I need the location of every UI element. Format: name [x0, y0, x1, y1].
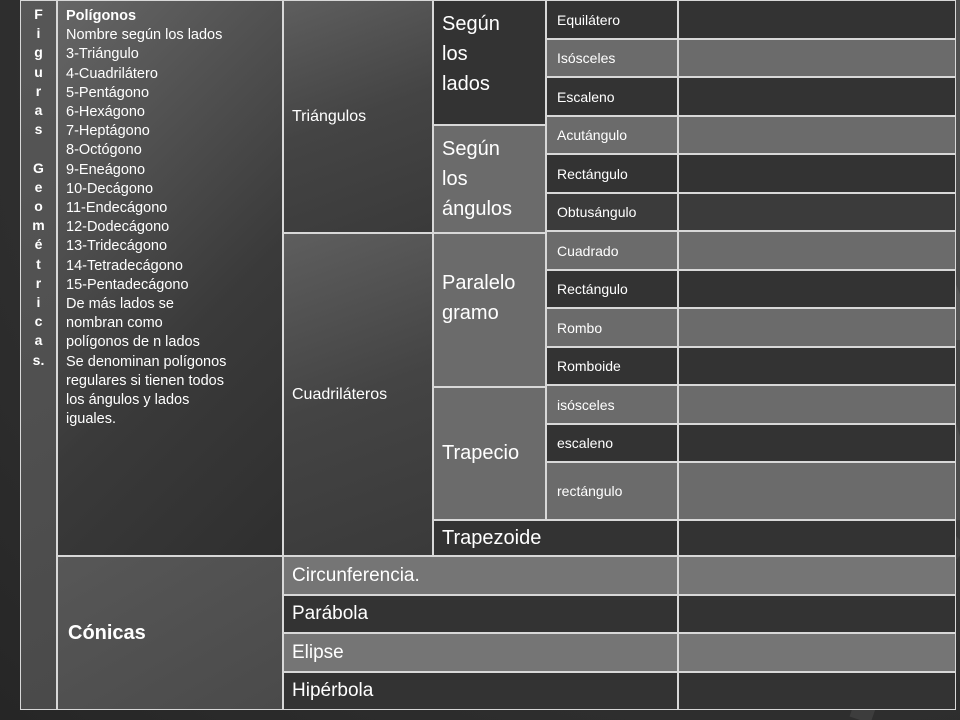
triangulos-cell	[283, 0, 433, 233]
conica-label: Hipérbola	[292, 680, 374, 701]
empty-cell	[678, 308, 956, 347]
subtype-label: Rectángulo	[557, 281, 628, 297]
subtype-cell	[546, 39, 678, 77]
empty-cell	[678, 154, 956, 193]
subtype-cell	[546, 424, 678, 462]
paralelogramo-cell	[433, 233, 546, 387]
poligonos-line: 9-Eneágono	[66, 161, 146, 178]
subtype-label: rectángulo	[557, 483, 623, 499]
empty-cell	[678, 116, 956, 154]
trapezoide-label: Trapezoide	[442, 526, 542, 549]
poligonos-line: 8-Octógono	[66, 142, 142, 159]
empty-cell	[678, 633, 956, 672]
conica-label: Parábola	[292, 603, 369, 624]
subtype-cell	[546, 462, 678, 520]
empty-cell	[678, 231, 956, 270]
empty-cell	[678, 424, 956, 462]
poligonos-line: 5-Pentágono	[66, 84, 150, 101]
empty-cell	[678, 39, 956, 77]
segun-angulos-label-3: ángulos	[442, 198, 513, 220]
poligonos-line: De más lados se	[66, 296, 174, 313]
poligonos-line: 12-Dodecágono	[66, 219, 170, 236]
conica-cell	[283, 595, 678, 633]
segun-lados-cell	[433, 0, 546, 125]
poligonos-line: regulares si tienen todos	[66, 372, 224, 389]
poligonos-description	[57, 0, 283, 556]
trapezoide-cell	[433, 520, 678, 556]
empty-cell	[678, 270, 956, 308]
subtype-label: Escaleno	[557, 88, 615, 105]
vertical-title-letter: é	[34, 236, 43, 253]
vertical-title-letter: g	[34, 44, 43, 61]
poligonos-line: Nombre según los lados	[66, 27, 223, 44]
empty-cell	[678, 462, 956, 520]
vertical-title-letter: e	[34, 178, 43, 195]
subtype-label: Rombo	[557, 319, 603, 336]
poligonos-line: 4-Cuadrilátero	[66, 65, 158, 82]
poligonos-line: 6-Hexágono	[66, 104, 145, 121]
vertical-title-letter: i	[36, 294, 41, 311]
subtype-cell	[546, 347, 678, 385]
vertical-title-letter: u	[34, 63, 43, 80]
poligonos-line: 11-Endecágono	[66, 200, 168, 217]
empty-cell	[678, 556, 956, 595]
subtype-cell	[546, 77, 678, 116]
subtype-cell	[546, 193, 678, 231]
subtype-label: Rectángulo	[557, 165, 628, 182]
vertical-title-letter: G	[33, 159, 44, 176]
subtype-label: isósceles	[557, 396, 615, 413]
paralelogramo-label-2: gramo	[442, 302, 499, 324]
segun-lados-label-1: Según	[442, 13, 500, 35]
vertical-title-letter: a	[34, 332, 43, 349]
poligonos-line: 13-Tridecágono	[66, 238, 168, 255]
empty-cell	[678, 193, 956, 231]
poligonos-line: iguales.	[66, 411, 116, 428]
subtype-label: Cuadrado	[557, 242, 619, 259]
vertical-title-letter: i	[36, 25, 41, 42]
vertical-title-letter: t	[36, 255, 41, 272]
subtype-label: escaleno	[557, 435, 614, 451]
empty-cell	[678, 672, 956, 710]
poligonos-line: los ángulos y lados	[66, 392, 190, 409]
vertical-title-cell	[20, 0, 57, 710]
poligonos-line: 15-Pentadecágono	[66, 276, 189, 293]
vertical-title-letter	[21, 139, 56, 158]
vertical-title-letter: s.	[32, 351, 45, 368]
poligonos-line: 7-Heptágono	[66, 123, 150, 140]
empty-cell	[678, 595, 956, 633]
subtype-cell	[546, 0, 678, 39]
subtype-cell	[546, 385, 678, 424]
cuadrilateros-cell	[283, 233, 433, 556]
segun-angulos-label-1: Según	[442, 138, 500, 160]
poligonos-line: Se denominan polígonos	[66, 353, 227, 370]
poligonos-line: 14-Tetradecágono	[66, 257, 183, 274]
subtype-cell	[546, 231, 678, 270]
vertical-title-letter: o	[34, 198, 43, 215]
conica-cell	[283, 672, 678, 710]
triangulos-label: Triángulos	[292, 107, 367, 125]
vertical-title-letter: m	[32, 217, 45, 234]
segun-lados-label-2: los	[442, 43, 468, 65]
poligonos-line: nombran como	[66, 315, 163, 332]
vertical-title-letter: s	[34, 121, 43, 138]
poligonos-line: 10-Decágono	[66, 180, 154, 197]
conicas-label: Cónicas	[68, 621, 146, 644]
vertical-title-letter: r	[35, 274, 42, 291]
conicas-cell	[57, 556, 283, 710]
subtype-label: Obtusángulo	[557, 204, 637, 220]
poligonos-title: Polígonos	[66, 8, 137, 24]
subtype-label: Isósceles	[557, 50, 616, 66]
empty-cell	[678, 0, 956, 39]
trapecio-label: Trapecio	[442, 442, 520, 464]
subtype-cell	[546, 308, 678, 347]
conica-label: Elipse	[292, 641, 344, 663]
vertical-title-letter: r	[35, 82, 42, 99]
subtype-cell	[546, 116, 678, 154]
subtype-label: Acutángulo	[557, 127, 628, 143]
cuadrilateros-label: Cuadriláteros	[292, 385, 388, 403]
empty-cell	[678, 77, 956, 116]
segun-angulos-cell	[433, 125, 546, 233]
conica-cell	[283, 633, 678, 672]
trapecio-cell	[433, 387, 546, 520]
subtype-label: Equilátero	[557, 11, 621, 28]
poligonos-line: polígonos de n lados	[66, 334, 200, 351]
empty-cell	[678, 347, 956, 385]
poligonos-line: 3-Triángulo	[66, 46, 139, 63]
segun-lados-label-3: lados	[442, 73, 490, 95]
empty-cell	[678, 385, 956, 424]
subtype-cell	[546, 154, 678, 193]
trapezoide-empty-cell	[678, 520, 956, 556]
segun-angulos-label-2: los	[442, 168, 468, 190]
subtype-cell	[546, 270, 678, 308]
paralelogramo-label-1: Paralelo	[442, 272, 516, 294]
conica-cell	[283, 556, 678, 595]
vertical-title-letter: c	[34, 313, 43, 330]
subtype-label: Romboide	[557, 358, 621, 374]
vertical-title-letter: a	[34, 102, 43, 119]
conica-label: Circunferencia.	[292, 564, 420, 586]
vertical-title-letter: F	[34, 6, 43, 22]
